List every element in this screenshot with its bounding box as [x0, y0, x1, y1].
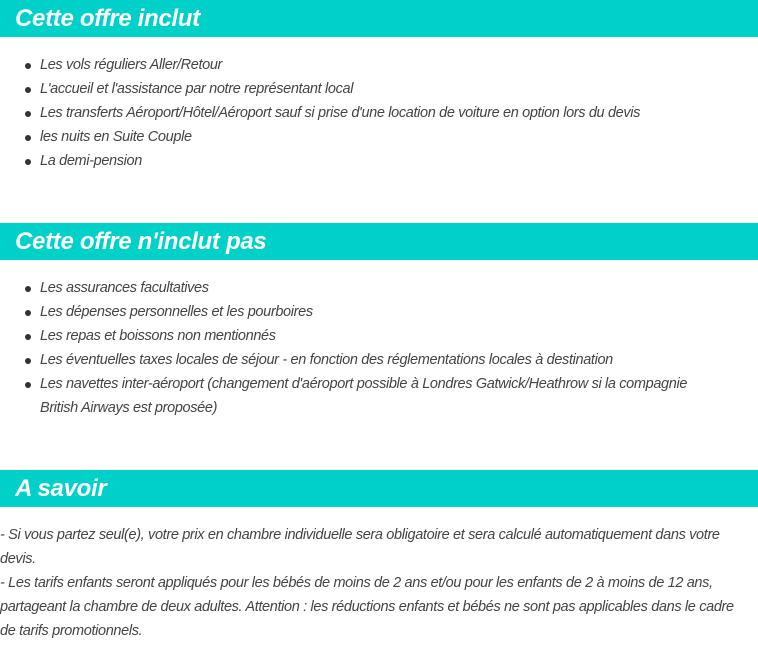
list-item [0, 101, 758, 125]
excluded-section [0, 223, 758, 420]
list-item-text: les nuits en Suite Couple [40, 129, 192, 145]
list-item-text: Les navettes inter-aéroport (changement d'aéroport possible à Londres Gatwick/Heathrow si la compagnie British Airways est proposée) [40, 376, 688, 416]
excluded-section-title: Cette offre n'inclut pas [0, 223, 758, 260]
list-item [0, 276, 758, 300]
good-to-know-body [0, 523, 758, 643]
list-item [0, 149, 758, 173]
good-to-know-section [0, 470, 758, 643]
info-paragraph: - Si vous partez seul(e), votre prix en chambre individuelle sera obligatoire et sera calculé automatiquement dans votre devis. [0, 527, 720, 567]
list-item [0, 53, 758, 77]
list-item-text: Les dépenses personnelles et les pourboires [40, 304, 313, 320]
good-to-know-section-title: A savoir [0, 470, 758, 507]
bullet-icon [25, 358, 31, 364]
list-item-text: Les vols réguliers Aller/Retour [40, 57, 223, 73]
list-item-text: Les assurances facultatives [40, 280, 209, 296]
bullet-icon [25, 310, 31, 316]
list-item-text: L'accueil et l'assistance par notre représentant local [40, 81, 354, 97]
bullet-icon [25, 286, 31, 292]
bullet-icon [25, 87, 31, 93]
included-section-title: Cette offre inclut [0, 0, 758, 37]
list-item-text: Les transferts Aéroport/Hôtel/Aéroport sauf si prise d'une location de voiture en option lors du devis [40, 105, 641, 121]
bullet-icon [25, 334, 31, 340]
list-item [0, 324, 758, 348]
included-list [0, 53, 758, 173]
list-item [0, 125, 758, 149]
bullet-icon [25, 382, 31, 388]
info-paragraph: - Les tarifs enfants seront appliqués pour les bébés de moins de 2 ans et/ou pour les enfants de 2 à moins de 12 ans, partageant la chambre de deux adultes. Attention : les réductions enfants et bébés ne sont pas applicables dans le cadre de tarifs promotionnels. [0, 575, 734, 639]
list-item [0, 300, 758, 324]
bullet-icon [25, 159, 31, 165]
bullet-icon [25, 63, 31, 69]
list-item [0, 372, 758, 420]
list-item-text: Les repas et boissons non mentionnés [40, 328, 276, 344]
excluded-list [0, 276, 758, 420]
list-item-text: Les éventuelles taxes locales de séjour - en fonction des réglementations locales à destination [40, 352, 613, 368]
list-item-text: La demi-pension [40, 153, 142, 169]
bullet-icon [25, 135, 31, 141]
included-section [0, 0, 758, 173]
bullet-icon [25, 111, 31, 117]
list-item [0, 348, 758, 372]
list-item [0, 77, 758, 101]
